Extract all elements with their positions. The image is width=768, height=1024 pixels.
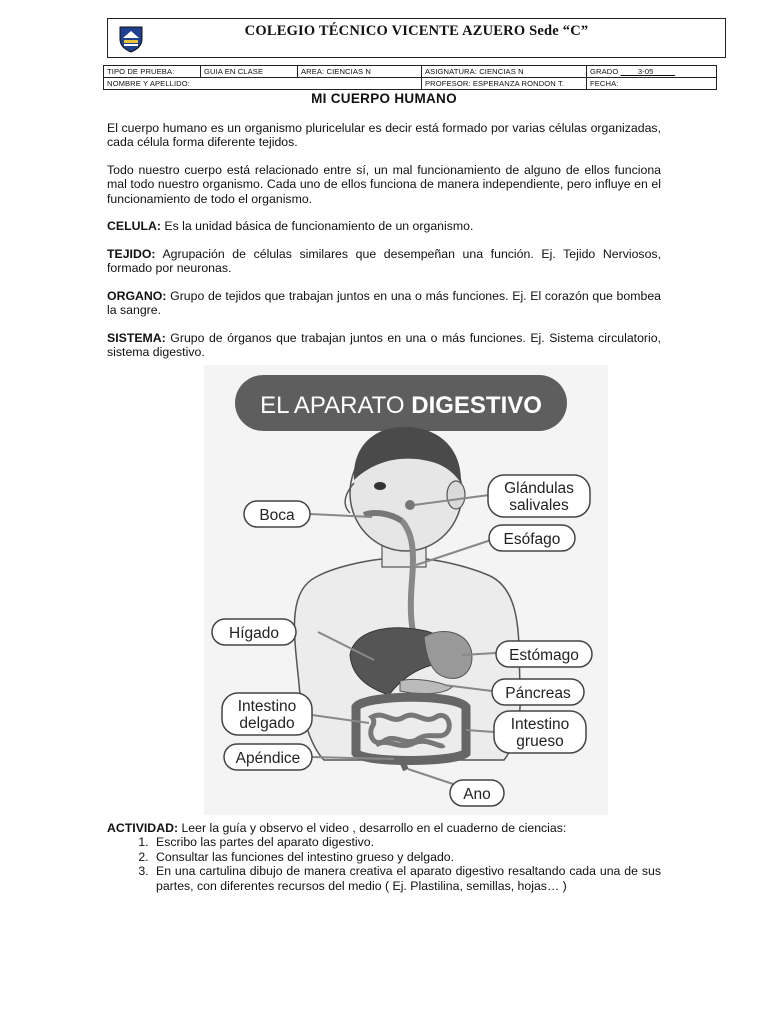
info-row [104, 66, 717, 78]
grado-cell [587, 66, 717, 78]
tejido-text: Agrupación de células similares que desempeñan una función. Ej. Tejido Nerviosos, formado por neuronas. [107, 247, 661, 276]
label-esofago-text: Esófago [503, 531, 561, 548]
label-boca [244, 501, 310, 527]
label-pancreas [492, 679, 584, 705]
profesor-cell: PROFESOR: ESPERANZA RONDON T. [422, 78, 587, 90]
label-delgado-line1: Intestino [237, 698, 297, 715]
label-ano [450, 780, 504, 806]
label-intestino-delgado [222, 693, 312, 735]
ear [447, 481, 465, 509]
label-estomago [496, 641, 592, 667]
label-apendice [224, 744, 312, 770]
area-cell: AREA: CIENCIAS N [298, 66, 422, 78]
label-apendice-text: Apéndice [235, 750, 301, 767]
header-box [107, 18, 726, 58]
label-higado [212, 619, 296, 645]
label-delgado-line2: delgado [239, 715, 295, 732]
activity-item: 1. Escribo las partes del aparato digestivo. [152, 835, 661, 849]
info-table [103, 65, 717, 90]
tejido-term: TEJIDO: [107, 247, 156, 261]
celula-definition [107, 219, 661, 233]
activity-list [107, 835, 661, 893]
label-intestino-grueso [494, 711, 586, 753]
salivary-gland [405, 500, 415, 510]
asignatura-cell: ASIGNATURA: CIENCIAS N [422, 66, 587, 78]
guia-cell: GUIA EN CLASE [201, 66, 298, 78]
label-glandulas-line1: Glándulas [504, 480, 574, 497]
tipo-prueba-cell: TIPO DE PRUEBA: [104, 66, 201, 78]
activity-intro-text: Leer la guía y observo el video , desarrollo en el cuaderno de ciencias: [178, 821, 567, 835]
celula-text: Es la unidad básica de funcionamiento de un organismo. [160, 219, 474, 233]
banner-light-text: EL APARATO [260, 392, 412, 419]
label-boca-text: Boca [259, 507, 295, 524]
label-glandulas [488, 475, 590, 517]
info-row [104, 78, 717, 90]
digestive-system-diagram [204, 365, 608, 815]
activity-item: 2. Consultar las funciones del intestino grueso y delgado. [152, 850, 661, 864]
organo-text: Grupo de tejidos que trabajan juntos en una o más funciones. Ej. El corazón que bombea la sangre. [107, 289, 661, 318]
diagram-banner-title [260, 392, 542, 419]
label-grueso-line1: Intestino [510, 716, 570, 733]
organo-term: ORGANO: [107, 289, 167, 303]
fecha-cell: FECHA: [587, 78, 717, 90]
school-name: COLEGIO TÉCNICO VICENTE AZUERO Sede “C” [244, 23, 589, 39]
sistema-definition [107, 331, 661, 360]
relation-paragraph: Todo nuestro cuerpo está relacionado entre sí, un mal funcionamiento de alguno de ellos funciona mal todo nuestro organismo. Cada uno de ellos funciona de manera independiente, pero influye en el funcionamiento de todo el organismo. [107, 163, 661, 206]
label-glandulas-line2: salivales [509, 497, 569, 514]
celula-term: CELULA: [107, 219, 161, 233]
label-ano-text: Ano [463, 786, 491, 803]
sistema-text: Grupo de órganos que trabajan juntos en una o más funciones. Ej. Sistema circulatorio, sistema digestivo. [107, 331, 661, 360]
nombre-cell: NOMBRE Y APELLIDO: [104, 78, 422, 90]
eye [374, 482, 386, 490]
page-title: MI CUERPO HUMANO [311, 91, 457, 106]
activity-label: ACTIVIDAD: [107, 821, 179, 835]
label-higado-text: Hígado [229, 625, 279, 642]
activity-intro [107, 821, 661, 835]
banner-bold-text: DIGESTIVO [411, 392, 542, 419]
anus [402, 761, 406, 770]
sistema-term: SISTEMA: [107, 331, 166, 345]
label-estomago-text: Estómago [509, 647, 579, 664]
activity-item: 3. En una cartulina dibujo de manera creativa el aparato digestivo resaltando cada una de sus partes, con diferentes recursos del medio ( Ej. Plastilina, semillas, hojas… ) [152, 864, 661, 893]
label-pancreas-text: Páncreas [505, 685, 571, 702]
grado-label: GRADO [590, 67, 619, 76]
label-grueso-line2: grueso [516, 733, 564, 750]
activity-section [107, 821, 661, 893]
intro-paragraph: El cuerpo humano es un organismo pluricelular es decir está formado por varias células organizadas, cada célula forma diferente tejidos. [107, 121, 661, 150]
label-esofago [489, 525, 575, 551]
organo-definition [107, 289, 661, 318]
tejido-definition [107, 247, 661, 276]
grado-value: ____3-05_____ [620, 67, 676, 76]
